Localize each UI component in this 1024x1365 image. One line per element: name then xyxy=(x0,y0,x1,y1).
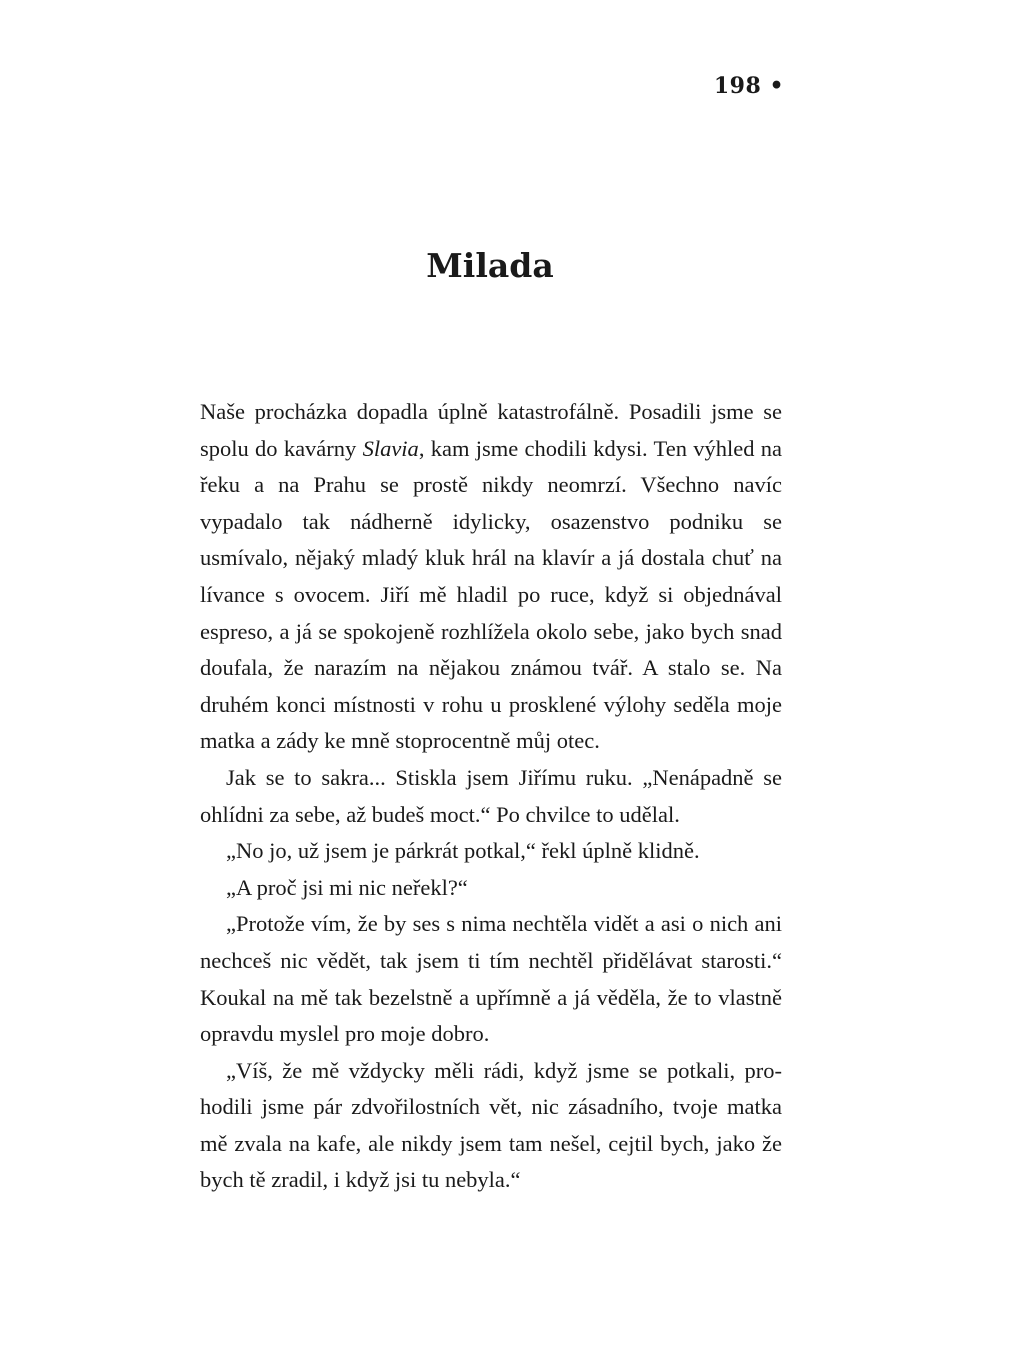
chapter-title: Milada xyxy=(426,246,554,285)
paragraph-5: „Protože vím, že by ses s nima nechtěla vidět a asi o nich ani nechceš nic vědět, tak jsem ti tím nechtěl přidělávat starosti.“ Koukal na mě tak bezelstně a upřímně a já věděla, že to vlastně opravdu myslel pro moje dobro. xyxy=(200,911,782,1047)
paragraph-1-text-start: Naše procházka dopadla úplně katastrofálně. Posadili jsme se spolu do kavárny xyxy=(200,399,782,461)
paragraph-2: Jak se to sakra... Stiskla jsem Jiřímu ruku. „Nenápadně se ohlídni za sebe, až budeš moct.“ Po chvilce to udělal. xyxy=(200,764,782,827)
cafe-name: Slavia xyxy=(362,435,419,461)
page-number-bullet: • xyxy=(769,73,784,99)
page-number xyxy=(714,72,784,100)
paragraph-3: „No jo, už jsem je párkrát potkal,“ řekl úplně klidně. xyxy=(226,838,700,864)
paragraph-1-text-end: , kam jsme chodili kdysi. Ten výhled na řeku a na Prahu se prostě nikdy neomrzí. Všechno navíc vypadalo tak nádherně idylicky, osazenstvo podniku se usmívalo, nějaký mladý kluk hrál na klavír a já dostala chuť na lívance s ovocem. Jiří mě hladil po ruce, když si objednával espreso, a já se spokojeně rozhlížela okolo sebe, jako bych snad doufala, že narazím na nějakou známou tvář. A stalo se. Na druhém konci místnosti v rohu u prosklené výlohy seděla moje matka a zády ke mně stoprocentně můj otec. xyxy=(200,435,782,754)
page-number-value: 198 xyxy=(713,73,762,99)
chapter-body xyxy=(200,394,782,1199)
paragraph-6: „Víš, že mě vždycky měli rádi, když jsme se potkali, prohodili jsme pár zdvořilostních vět, nic zásadního, tvoje matka mě zvala na kafe, ale nikdy jsem tam nešel, cejtil bych, jako že bych tě zradil, i když jsi tu nebyla.“ xyxy=(200,1057,782,1193)
paragraph-1 xyxy=(200,394,782,760)
paragraph-4: „A proč jsi mi nic neřekl?“ xyxy=(226,874,468,900)
